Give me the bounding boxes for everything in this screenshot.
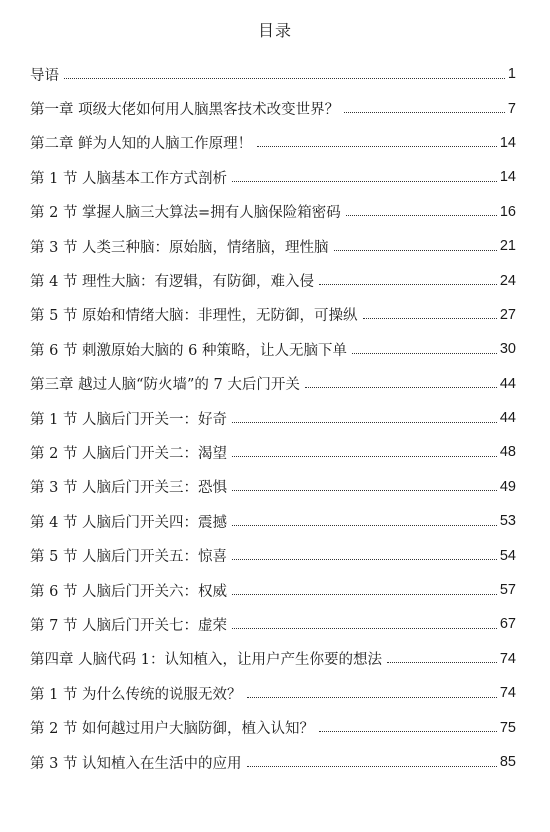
toc-entry-page-number: 1 <box>507 66 516 83</box>
toc-entry-page-number: 21 <box>499 238 516 255</box>
toc-entry-label: 第 6 节 人脑后门开关六：权威 <box>30 583 228 600</box>
toc-entry[interactable] <box>30 676 516 710</box>
toc-entry-page-number: 44 <box>499 375 516 392</box>
toc-entry[interactable] <box>30 332 516 366</box>
toc-title: 目录 <box>257 21 292 40</box>
toc-entry[interactable] <box>30 607 516 641</box>
toc-entry-label: 第三章 越过人脑“防火墙”的 7 大后门开关 <box>30 377 300 394</box>
toc-entry[interactable] <box>30 229 516 263</box>
dot-leader <box>305 387 497 388</box>
toc-entry[interactable] <box>30 298 516 332</box>
toc-entry-label: 第 5 节 原始和情绪大脑：非理性，无防御，可操纵 <box>30 308 358 325</box>
toc-entry-label: 第 1 节 人脑基本工作方式剖析 <box>30 170 228 187</box>
toc-entry-label: 第 3 节 认知植入在生活中的应用 <box>30 755 242 772</box>
toc-entry-label: 第 1 节 人脑后门开关一：好奇 <box>30 411 228 428</box>
dot-leader <box>232 181 497 182</box>
dot-leader <box>232 456 497 457</box>
toc-entry[interactable] <box>30 745 516 779</box>
toc-entry-page-number: 14 <box>499 134 516 151</box>
toc-entry-label: 第一章 项级大佬如何用人脑黑客技术改变世界？ <box>30 102 340 119</box>
toc-entry[interactable] <box>30 367 516 401</box>
toc-entry-page-number: 74 <box>499 685 516 702</box>
dot-leader <box>64 78 505 79</box>
toc-entry-label: 第 6 节 刺激原始大脑的 6 种策略，让人无脑下单 <box>30 342 347 359</box>
toc-entry-page-number: 75 <box>499 719 516 736</box>
toc-entry[interactable] <box>30 57 516 91</box>
toc-entry[interactable] <box>30 504 516 538</box>
toc-entry-label: 第 3 节 人脑后门开关三：恐惧 <box>30 480 228 497</box>
toc-entry-page-number: 54 <box>499 547 516 564</box>
dot-leader <box>232 490 497 491</box>
toc-entry[interactable] <box>30 126 516 160</box>
toc-entry[interactable] <box>30 263 516 297</box>
toc-entry[interactable] <box>30 710 516 744</box>
toc-entry-label: 第 4 节 理性大脑：有逻辑，有防御，难入侵 <box>30 274 315 291</box>
toc-entry-label: 第 5 节 人脑后门开关五：惊喜 <box>30 549 228 566</box>
toc-entry-label: 第四章 人脑代码 1：认知植入，让用户产生你要的想法 <box>30 652 382 669</box>
toc-entry-page-number: 57 <box>499 582 516 599</box>
dot-leader <box>344 112 505 113</box>
toc-entry-page-number: 27 <box>499 306 516 323</box>
toc-entry-label: 第 7 节 人脑后门开关七：虚荣 <box>30 617 228 634</box>
toc-entry-label: 导语 <box>30 67 59 84</box>
dot-leader <box>387 662 497 663</box>
dot-leader <box>352 353 497 354</box>
toc-entry-label: 第 2 节 掌握人脑三大算法=拥有人脑保险箱密码 <box>30 205 341 222</box>
dot-leader <box>346 215 497 216</box>
dot-leader <box>232 525 497 526</box>
toc-entry-page-number: 14 <box>499 169 516 186</box>
toc-entry[interactable] <box>30 160 516 194</box>
dot-leader <box>319 731 497 732</box>
dot-leader <box>232 422 497 423</box>
toc-entry[interactable] <box>30 538 516 572</box>
toc-entry-label: 第 1 节 为什么传统的说服无效？ <box>30 686 242 703</box>
toc-entry[interactable] <box>30 642 516 676</box>
dot-leader <box>257 146 497 147</box>
toc-entry-page-number: 7 <box>507 100 516 117</box>
toc-entry[interactable] <box>30 195 516 229</box>
toc-entry-label: 第 4 节 人脑后门开关四：震撼 <box>30 514 228 531</box>
toc-entry[interactable] <box>30 470 516 504</box>
toc-entry[interactable] <box>30 573 516 607</box>
toc-entry-page-number: 85 <box>499 754 516 770</box>
dot-leader <box>247 766 497 767</box>
dot-leader <box>232 628 497 629</box>
dot-leader <box>334 250 497 251</box>
toc-entry-label: 第 2 节 如何越过用户大脑防御，植入认知？ <box>30 721 315 738</box>
toc-entry-page-number: 48 <box>499 444 516 461</box>
toc-list <box>30 57 516 779</box>
dot-leader <box>247 697 497 698</box>
toc-entry-page-number: 44 <box>499 410 516 427</box>
toc-entry-label: 第 2 节 人脑后门开关二：渴望 <box>30 445 228 462</box>
toc-entry-page-number: 53 <box>499 513 516 530</box>
dot-leader <box>232 594 497 595</box>
dot-leader <box>319 284 497 285</box>
toc-entry-label: 第二章 鲜为人知的人脑工作原理！ <box>30 136 253 153</box>
dot-leader <box>232 559 497 560</box>
dot-leader <box>363 318 497 319</box>
toc-entry-page-number: 24 <box>499 272 516 289</box>
toc-entry[interactable] <box>30 401 516 435</box>
toc-entry[interactable] <box>30 91 516 125</box>
toc-entry-page-number: 67 <box>499 616 516 633</box>
toc-entry-page-number: 16 <box>499 203 516 220</box>
toc-entry-page-number: 49 <box>499 478 516 495</box>
toc-entry-label: 第 3 节 人类三种脑：原始脑，情绪脑，理性脑 <box>30 239 329 256</box>
toc-entry-page-number: 74 <box>499 650 516 667</box>
toc-entry-page-number: 30 <box>499 341 516 358</box>
toc-entry[interactable] <box>30 435 516 469</box>
